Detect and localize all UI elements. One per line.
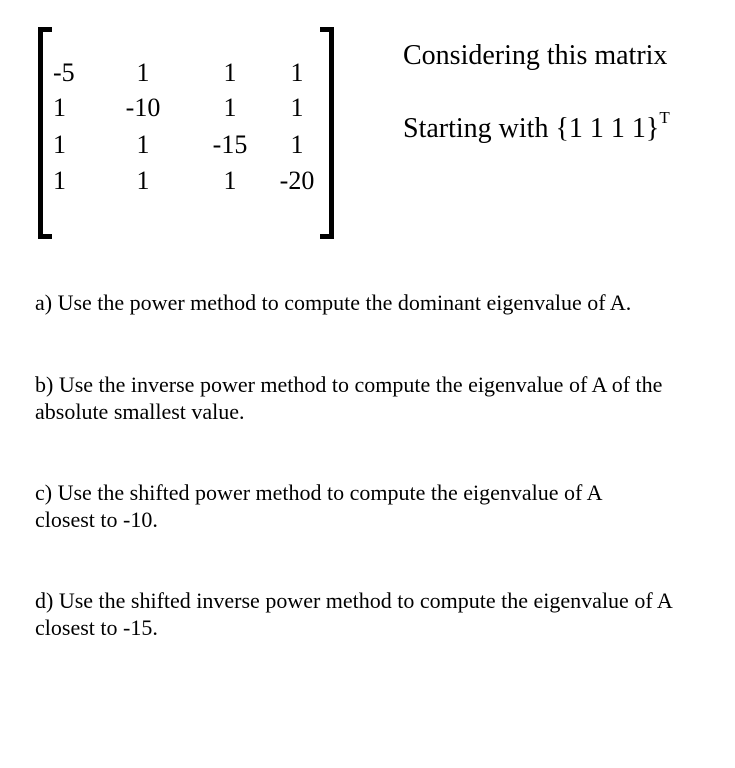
matrix-cell: 1 [136,130,150,159]
matrix-cell: 1 [223,58,237,87]
matrix-cell: 1 [290,130,304,159]
matrix-cell: 1 [290,93,304,122]
matrix-cell: 1 [53,93,66,122]
matrix-cell: -20 [279,166,315,195]
starting-vector: Starting with {1 1 1 1} [403,113,660,144]
transpose-mark: T [659,108,670,127]
matrix-cell: 1 [136,166,150,195]
matrix-cell: 1 [53,130,66,159]
matrix-cell: 1 [290,58,304,87]
matrix-cell: 1 [223,93,237,122]
question-d: d) Use the shifted inverse power method to compute the eigenvalue of A closest to -15. [35,588,672,640]
matrix-cell: 1 [136,58,150,87]
matrix-cell: -10 [125,93,161,122]
question-b: b) Use the inverse power method to compute the eigenvalue of A of the absolute smallest value. [35,372,663,424]
question-c: c) Use the shifted power method to compute the eigenvalue of A closest to -10. [35,480,602,532]
matrix-cell: -5 [53,58,75,87]
matrix-cell: 1 [53,166,66,195]
matrix-cell: 1 [223,166,237,195]
left-bracket [38,27,52,239]
question-a: a) Use the power method to compute the dominant eigenvalue of A. [35,290,632,315]
starting-vector-text [403,108,670,145]
considering-text: Considering this matrix [403,40,668,71]
matrix-cell: -15 [212,130,248,159]
